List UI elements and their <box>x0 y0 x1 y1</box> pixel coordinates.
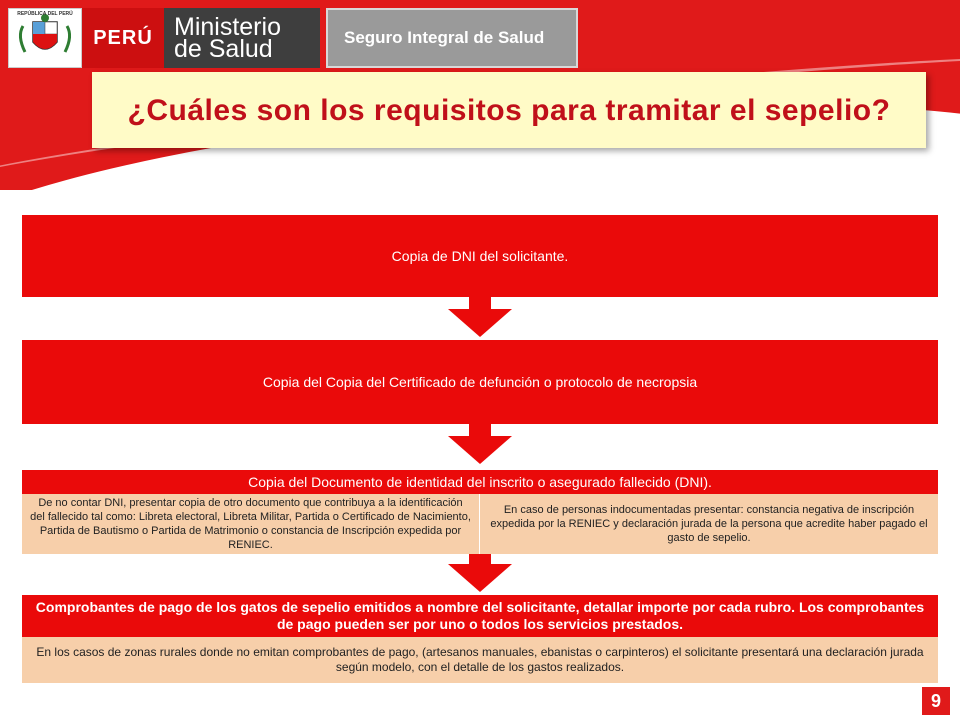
ministry-line2: de Salud <box>174 35 273 63</box>
step-3-right-note: En caso de personas indocumentadas presentar: constancia negativa de inscripción expedida por la RENIEC y declaración jurada de la persona que acredite haber pagado el gasto de sepelio. <box>490 504 928 544</box>
step-3-block <box>22 470 938 494</box>
step-2-heading: Copia del Copia del Certificado de defunción o protocolo de necropsia <box>262 374 698 390</box>
step-3-notes <box>22 494 938 554</box>
step-1-block <box>22 215 938 297</box>
step-3-left-note-cell <box>22 494 480 554</box>
program-logo <box>326 8 578 68</box>
peru-label <box>82 8 164 68</box>
title-box <box>92 72 926 148</box>
ministry-line1: Ministerio <box>174 13 281 41</box>
down-arrow-icon <box>448 564 512 592</box>
down-arrow-icon <box>448 436 512 464</box>
step-1-heading: Copia de DNI del solicitante. <box>391 248 569 264</box>
page-number-badge <box>921 686 951 716</box>
ministry-logo <box>164 8 320 68</box>
down-arrow-stem <box>469 554 491 564</box>
country-name: PERÚ <box>93 26 153 49</box>
step-4-heading: Comprobantes de pago de los gatos de sepelio emitidos a nombre del solicitante, detallar importe por cada rubro. Los comprobantes de pago pueden ser por uno o todos los servicios prestados. <box>35 599 925 632</box>
step-2-block <box>22 340 938 424</box>
down-arrow-stem <box>469 424 491 436</box>
step-3-left-note: De no contar DNI, presentar copia de otro documento que contribuya a la identificación del fallecido tal como: Libreta electoral, Libreta Militar, Partida o Certificado de Nacimiento, Partida de Bautismo o Partida de Matrimonio o constancia de Inscripción expedida por RENIEC. <box>30 497 471 551</box>
coat-of-arms-icon <box>15 12 75 64</box>
step-4-note: En los casos de zonas rurales donde no emitan comprobantes de pago, (artesanos manuales, ebanistas o carpinteros) el solicitante presentará una declaración jurada según modelo, con el detalle de los gastos realizados. <box>36 645 924 674</box>
down-arrow-stem <box>469 297 491 309</box>
down-arrow-icon <box>448 309 512 337</box>
step-3-right-note-cell <box>480 494 938 554</box>
step-4-note-cell <box>22 637 938 683</box>
page-number: 9 <box>930 690 941 711</box>
step-4-block <box>22 595 938 637</box>
step-3-heading: Copia del Documento de identidad del inscrito o asegurado fallecido (DNI). <box>248 474 712 490</box>
page-title: ¿Cuáles son los requisitos para tramitar el sepelio? <box>127 93 891 127</box>
shield-caption: REPÚBLICA DEL PERÚ <box>17 11 73 17</box>
program-name: Seguro Integral de Salud <box>344 28 545 47</box>
coat-of-arms-logo <box>8 8 82 68</box>
